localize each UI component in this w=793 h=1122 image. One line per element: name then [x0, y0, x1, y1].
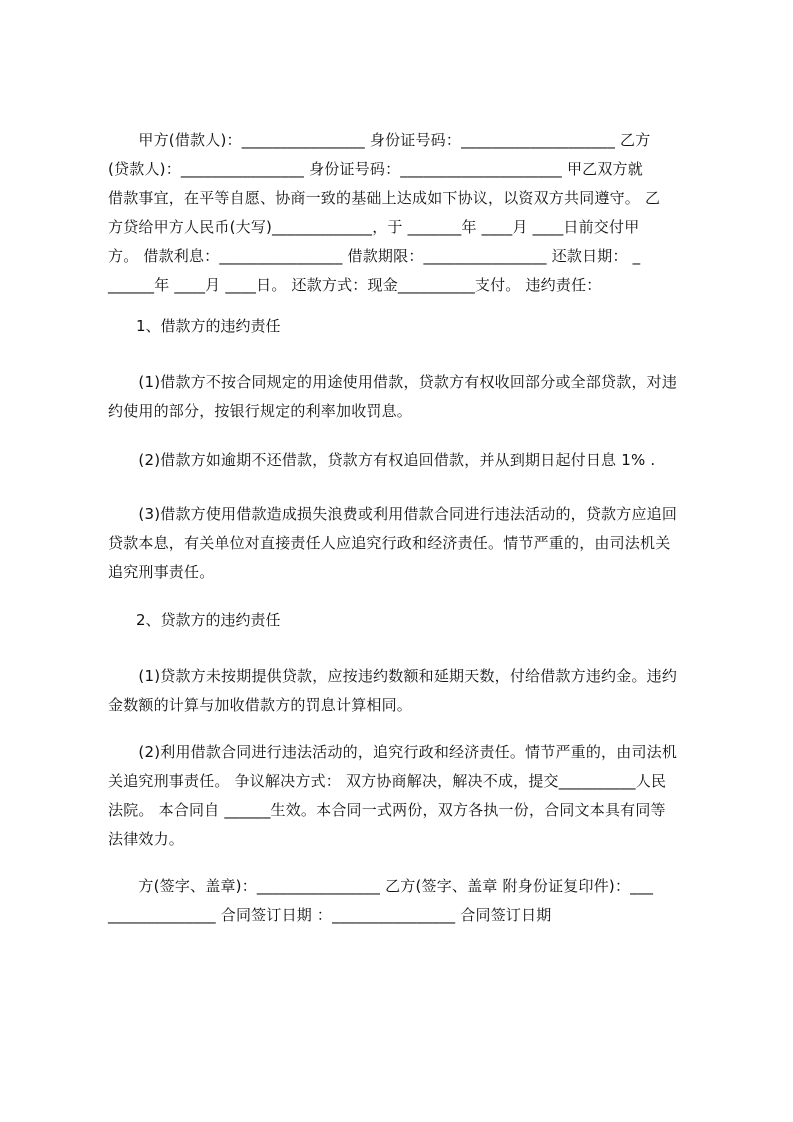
clause-line: 贷款本息，有关单位对直接责任人应追究行政和经济责任。情节严重的，由司法机关 [108, 534, 671, 552]
clause-line: 约使用的部分，按银行规定的利率加收罚息。 [108, 402, 413, 420]
section2-clause2 [108, 738, 708, 854]
intro-line: 甲方(借款人)：________________ 身份证号码：____________________ 乙方 [108, 131, 651, 149]
intro-line: ______年 ____月 ____日。 还款方式：现金__________支付。 违约责任： [108, 276, 602, 294]
signature-line: 方(签字、盖章)：________________ 乙方(签字、盖章 附身份证复印件)：___ [108, 877, 654, 895]
section1-clause2 [108, 446, 708, 475]
signature-line: ______________ 合同签订日期 ：________________ 合同签订日期 [108, 906, 552, 924]
section1-clause3 [108, 500, 708, 587]
section2-clause1 [108, 662, 708, 720]
intro-line: 方。 借款利息：________________ 借款期限：________________ 还款日期： _ [108, 247, 641, 265]
intro-line: (贷款人)：________________ 身份证号码：_____________________ 甲乙双方就 [108, 160, 643, 178]
clause-line: 追究刑事责任。 [108, 563, 215, 581]
clause-line: 关追究刑事责任。 争议解决方式： 双方协商解决，解决不成，提交__________人民 [108, 772, 667, 790]
clause-line: 法院。 本合同自 ______生效。本合同一式两份，双方各执一份，合同文本具有同等 [108, 801, 666, 819]
clause-line: (1)借款方不按合同规定的用途使用借款，贷款方有权收回部分或全部贷款，对违 [108, 373, 678, 391]
intro-paragraph [108, 126, 708, 300]
intro-line: 借款事宜，在平等自愿、协商一致的基础上达成如下协议，以资双方共同遵守。 乙 [108, 189, 661, 207]
section2-heading: 2、贷款方的违约责任 [136, 611, 281, 629]
intro-line: 方贷给甲方人民币(大写)_____________，于 _______年 ____月 ____日前交付甲 [108, 218, 640, 236]
clause-line: (2)利用借款合同进行违法活动的，追究行政和经济责任。情节严重的，由司法机 [108, 743, 678, 761]
clause-line: 金数额的计算与加收借款方的罚息计算相同。 [108, 696, 413, 714]
clause-line: (2)借款方如逾期不还借款，贷款方有权追回借款，并从到期日起付日息 1% . [108, 451, 656, 469]
section1-heading: 1、借款方的违约责任 [136, 317, 281, 335]
clause-line: (3)借款方使用借款造成损失浪费或利用借款合同进行违法活动的，贷款方应追回 [108, 505, 678, 523]
section1-clause1 [108, 368, 708, 426]
clause-line: 法律效力。 [108, 830, 185, 848]
clause-line: (1)贷款方未按期提供贷款，应按违约数额和延期天数，付给借款方违约金。违约 [108, 667, 678, 685]
signature-block [108, 872, 708, 930]
